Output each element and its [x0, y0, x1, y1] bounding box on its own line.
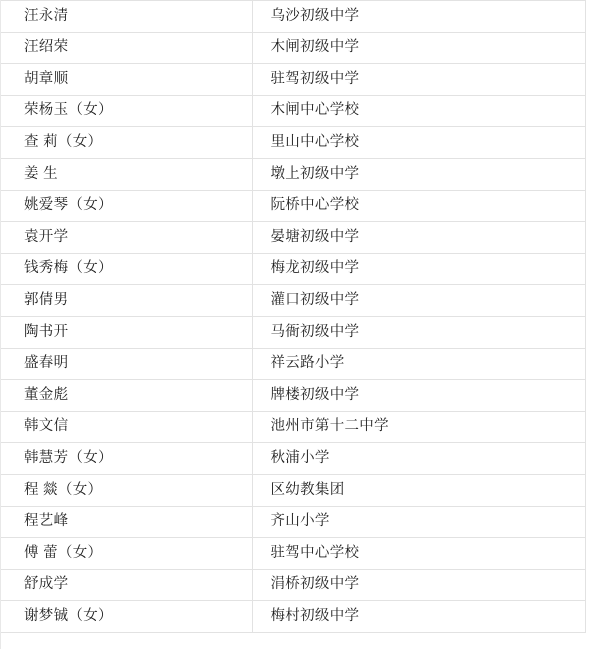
cell-name: 傅 蕾（女） [0, 538, 252, 570]
cell-school: 牌楼初级中学 [252, 380, 585, 412]
cell-school: 墩上初级中学 [252, 158, 585, 190]
table-row [0, 443, 585, 475]
cell-name: 汪永清 [0, 1, 252, 33]
cell-name: 袁开学 [0, 222, 252, 254]
cell-name: 盛春明 [0, 348, 252, 380]
table-row [0, 253, 585, 285]
cell-name: 舒成学 [0, 569, 252, 601]
cell-school: 木闸中心学校 [252, 95, 585, 127]
cell-name: 郭倩男 [0, 285, 252, 317]
cell-school: 驻驾初级中学 [252, 64, 585, 96]
cell-school: 驻驾中心学校 [252, 538, 585, 570]
table-row [0, 348, 585, 380]
table-row [0, 601, 585, 633]
cell-name: 查 莉（女） [0, 127, 252, 159]
cell-name: 胡章顺 [0, 64, 252, 96]
cell-school: 齐山小学 [252, 506, 585, 538]
cell-school: 马衙初级中学 [252, 316, 585, 348]
cell-name: 谢梦铖（女） [0, 601, 252, 633]
table-row [0, 506, 585, 538]
cell-name: 程 燚（女） [0, 474, 252, 506]
cell-name: 程艺峰 [0, 506, 252, 538]
cell-school: 池州市第十二中学 [252, 411, 585, 443]
cell-school: 乌沙初级中学 [252, 1, 585, 33]
cell-name: 荣杨玉（女） [0, 95, 252, 127]
table-row [0, 158, 585, 190]
table-row [0, 380, 585, 412]
cell-school: 里山中心学校 [252, 127, 585, 159]
table-row [0, 190, 585, 222]
table-row [0, 285, 585, 317]
cell-name: 董金彪 [0, 380, 252, 412]
cell-school: 梅村初级中学 [252, 601, 585, 633]
cell-school: 晏塘初级中学 [252, 222, 585, 254]
table-row [0, 1, 585, 33]
table-body [0, 1, 585, 633]
cell-name: 陶书开 [0, 316, 252, 348]
table-row [0, 95, 585, 127]
page-left-edge-rule [0, 0, 1, 649]
table-row [0, 569, 585, 601]
table-row [0, 538, 585, 570]
cell-school: 秋浦小学 [252, 443, 585, 475]
cell-name: 韩慧芳（女） [0, 443, 252, 475]
cell-name: 姜 生 [0, 158, 252, 190]
cell-name: 汪绍荣 [0, 32, 252, 64]
cell-school: 区幼教集团 [252, 474, 585, 506]
cell-name: 姚爱琴（女） [0, 190, 252, 222]
table-row [0, 411, 585, 443]
cell-school: 梅龙初级中学 [252, 253, 585, 285]
cell-school: 木闸初级中学 [252, 32, 585, 64]
table-row [0, 222, 585, 254]
table-row [0, 127, 585, 159]
table-row [0, 64, 585, 96]
cell-name: 钱秀梅（女） [0, 253, 252, 285]
table-row [0, 474, 585, 506]
cell-school: 祥云路小学 [252, 348, 585, 380]
cell-school: 灌口初级中学 [252, 285, 585, 317]
table-row [0, 32, 585, 64]
cell-school: 阮桥中心学校 [252, 190, 585, 222]
table-row [0, 316, 585, 348]
cell-name: 韩文信 [0, 411, 252, 443]
cell-school: 涓桥初级中学 [252, 569, 585, 601]
